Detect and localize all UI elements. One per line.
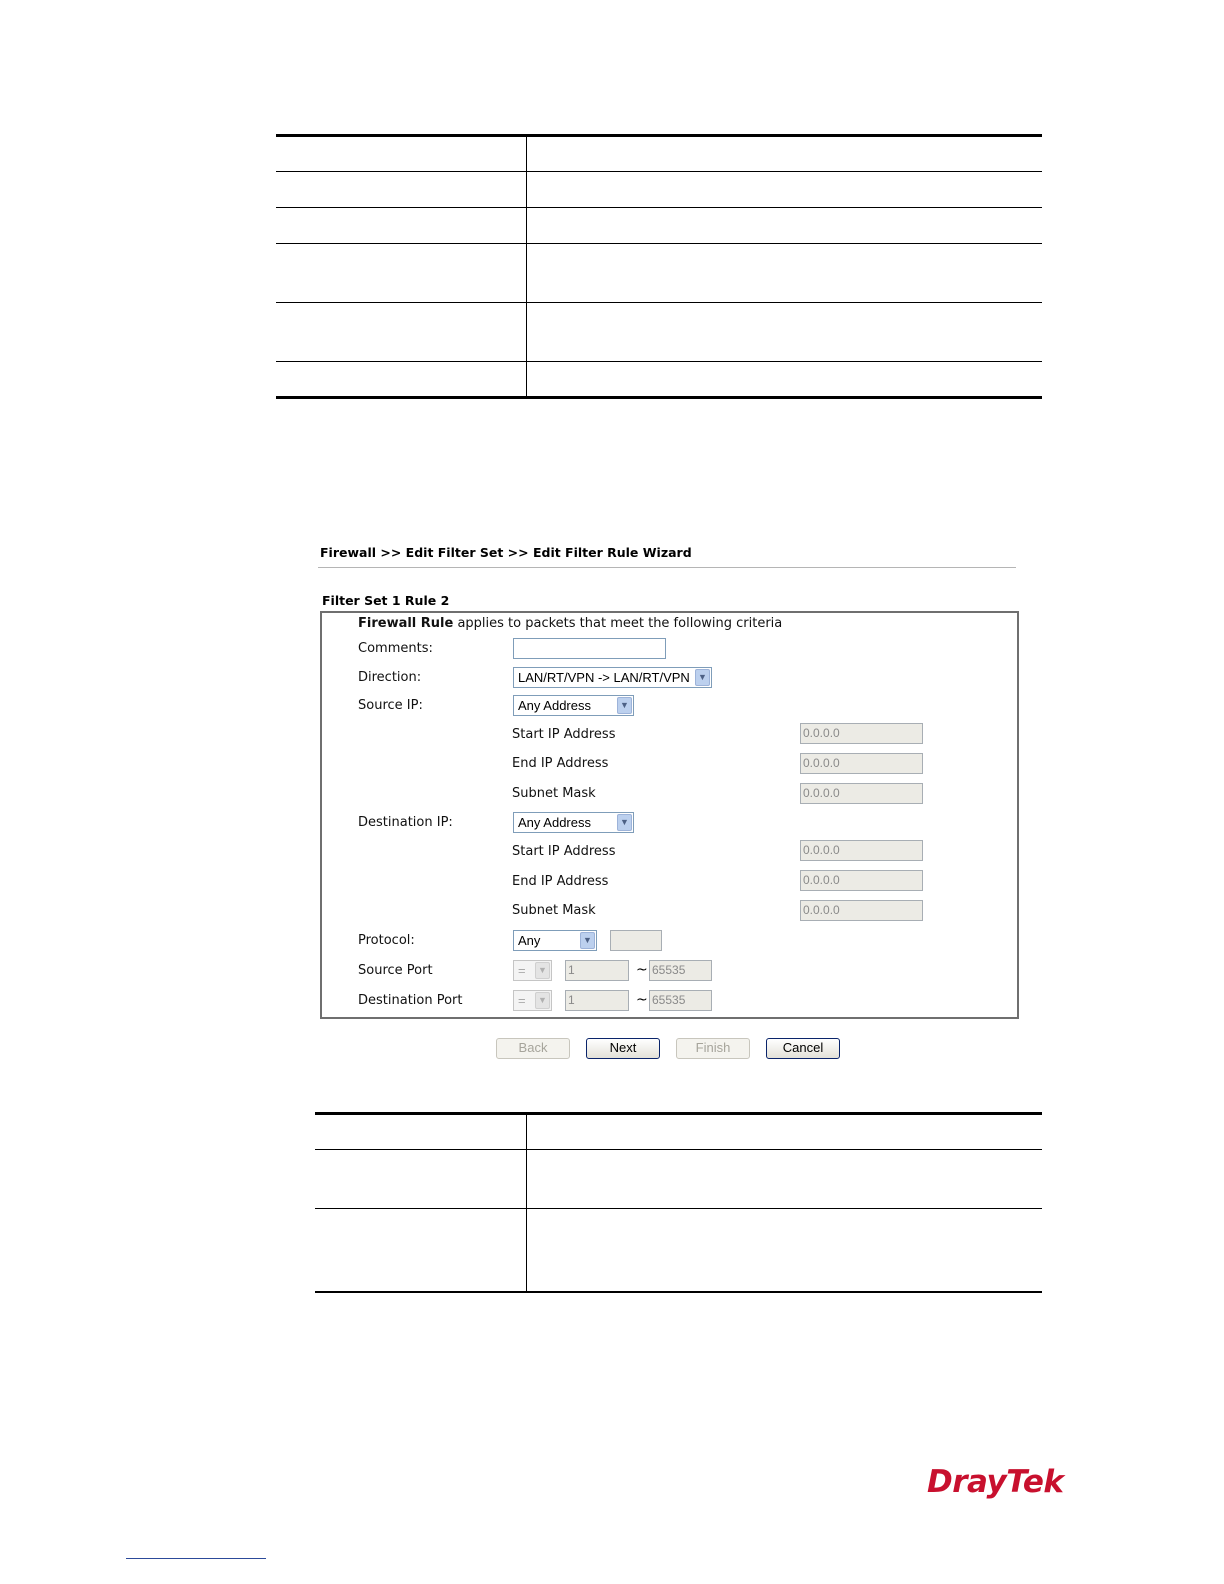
direction-label: Direction:	[358, 670, 422, 685]
dst-end-ip-input[interactable]: 0.0.0.0	[800, 870, 923, 891]
protocol-label: Protocol:	[358, 933, 415, 948]
direction-select[interactable]	[513, 667, 712, 688]
next-button[interactable]: Next	[586, 1038, 660, 1059]
draytek-logo: DrayTek	[927, 1464, 1064, 1500]
intro-bold: Firewall Rule	[358, 616, 454, 631]
source-port-operator: =	[518, 963, 526, 978]
source-port-start-input[interactable]: 1	[565, 960, 629, 981]
protocol-value: Any	[518, 933, 541, 948]
dest-port-label: Destination Port	[358, 993, 463, 1008]
manual-table-top	[276, 134, 1042, 399]
comments-label: Comments:	[358, 641, 433, 656]
dest-port-end-input[interactable]: 65535	[649, 990, 712, 1011]
source-port-operator-select[interactable]	[513, 960, 552, 981]
rule-title: Filter Set 1 Rule 2	[322, 593, 450, 608]
src-end-ip-input[interactable]: 0.0.0.0	[800, 753, 923, 774]
chevron-down-icon: ▼	[580, 932, 595, 949]
dest-port-operator-select[interactable]	[513, 990, 552, 1011]
source-port-end-input[interactable]: 65535	[649, 960, 712, 981]
source-ip-value: Any Address	[518, 698, 591, 713]
src-subnet-mask-label: Subnet Mask	[512, 786, 596, 801]
breadcrumb: Firewall >> Edit Filter Set >> Edit Filter Rule Wizard	[320, 545, 692, 560]
manual-table-bottom	[315, 1112, 1042, 1293]
protocol-number-input[interactable]	[610, 930, 662, 951]
chevron-down-icon: ▼	[617, 697, 632, 714]
direction-value: LAN/RT/VPN -> LAN/RT/VPN	[518, 670, 690, 685]
chevron-down-icon: ▼	[695, 669, 710, 686]
source-ip-label: Source IP:	[358, 698, 423, 713]
chevron-down-icon: ▼	[535, 992, 550, 1009]
dest-port-tilde: ~	[636, 992, 648, 1008]
dest-port-operator: =	[518, 993, 526, 1008]
source-port-label: Source Port	[358, 963, 433, 978]
breadcrumb-divider	[318, 567, 1016, 568]
dst-subnet-mask-input[interactable]: 0.0.0.0	[800, 900, 923, 921]
intro-rest: applies to packets that meet the following criteria	[453, 616, 783, 631]
dst-end-ip-label: End IP Address	[512, 874, 609, 889]
finish-button[interactable]: Finish	[676, 1038, 750, 1059]
cancel-button[interactable]: Cancel	[766, 1038, 840, 1059]
src-start-ip-label: Start IP Address	[512, 727, 616, 742]
src-end-ip-label: End IP Address	[512, 756, 609, 771]
dst-start-ip-label: Start IP Address	[512, 844, 616, 859]
dest-ip-value: Any Address	[518, 815, 591, 830]
dst-subnet-mask-label: Subnet Mask	[512, 903, 596, 918]
comments-input[interactable]	[513, 638, 666, 659]
source-port-tilde: ~	[636, 962, 648, 978]
chevron-down-icon: ▼	[617, 814, 632, 831]
src-start-ip-input[interactable]: 0.0.0.0	[800, 723, 923, 744]
dest-ip-label: Destination IP:	[358, 815, 453, 830]
chevron-down-icon: ▼	[535, 962, 550, 979]
protocol-select[interactable]	[513, 930, 597, 951]
source-ip-select[interactable]	[513, 695, 634, 716]
src-subnet-mask-input[interactable]: 0.0.0.0	[800, 783, 923, 804]
footer-link-underline	[126, 1558, 266, 1559]
dst-start-ip-input[interactable]: 0.0.0.0	[800, 840, 923, 861]
dest-port-start-input[interactable]: 1	[565, 990, 629, 1011]
firewall-rule-panel	[320, 611, 1019, 1019]
back-button[interactable]: Back	[496, 1038, 570, 1059]
dest-ip-select[interactable]	[513, 812, 634, 833]
intro-text	[358, 616, 782, 631]
